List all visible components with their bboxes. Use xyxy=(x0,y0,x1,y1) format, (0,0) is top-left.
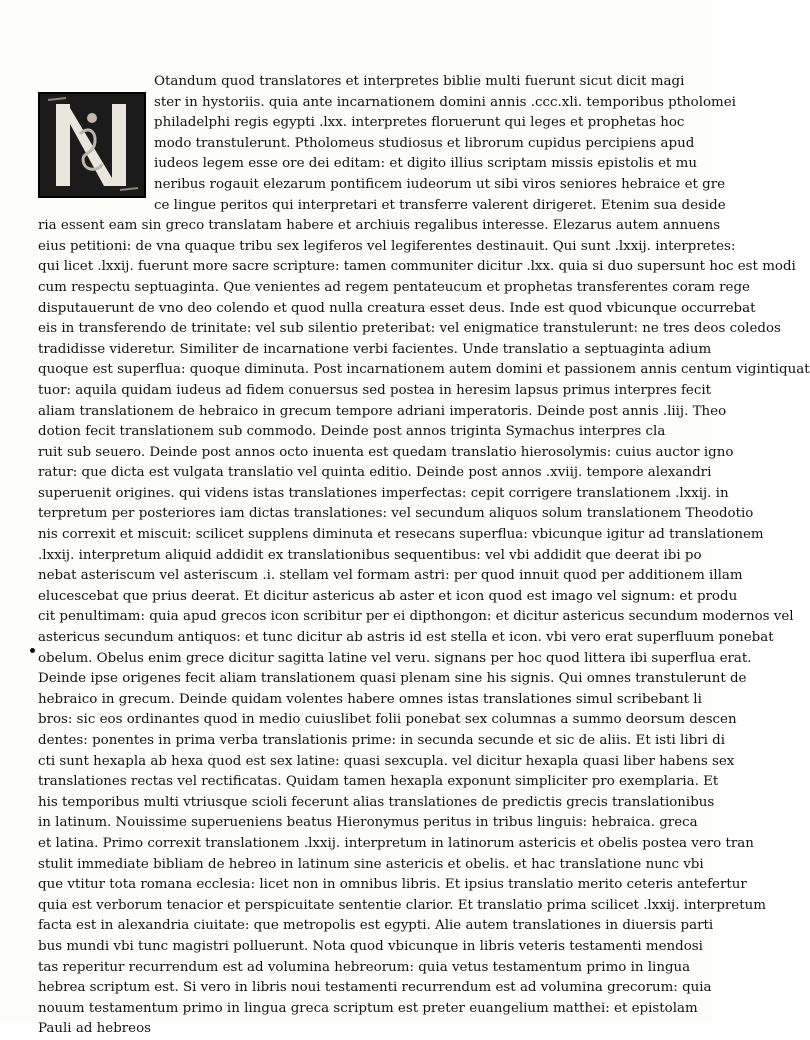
text-line: cum respectu septuaginta. Que venientes ad regem pentateucum et prophetas transferentes coram rege xyxy=(38,279,750,295)
text-line: dentes: ponentes in prima verba translationis prime: in secunda secunde et sic de aliis. Et isti libri di xyxy=(38,733,725,748)
text-line: obelum. Obelus enim grece dicitur sagitta latine vel veru. signans per hoc quod littera ibi superflua erat. xyxy=(38,650,752,666)
text-line: Pauli ad hebreos xyxy=(38,1021,152,1037)
text-line: cti sunt hexapla ab hexa quod est sex latine: quasi sexcupla. vel dicitur hexapla quasi liber habens sex xyxy=(38,753,735,769)
text-line: ce lingue peritos qui interpretari et transferre valerent dirigeret. Etenim sua deside xyxy=(154,197,726,213)
text-line: quia est verborum tenacior et perspicuitate sententie clarior. Et translatio prima scilicet .lxxij. interpretum xyxy=(38,897,766,913)
text-line: terpretum per posteriores iam dictas translationes: vel secundum aliquos solum translationem Theodotio xyxy=(38,506,754,522)
text-line: hebrea scriptum est. Si vero in libris noui testamenti recurrendum est ad volumina grecorum: quia xyxy=(38,980,712,996)
initial-letter-image xyxy=(40,94,144,196)
decorated-initial xyxy=(38,92,146,198)
margin-mark xyxy=(30,648,35,653)
text-line: ria essent eam sin greco translatam habere et archiuis regalibus interesse. Elezarus autem annuens xyxy=(38,218,721,234)
text-line: in latinum. Nouissime superueniens beatus Hieronymus peritus in tribus linguis: hebraica. greca xyxy=(38,815,698,831)
text-line: neribus rogauit elezarum pontificem iudeorum ut sibi viros seniores hebraice et gre xyxy=(154,176,726,192)
text-line: facta est in alexandria ciuitate: que metropolis est egypti. Alie autem translationes in diuersis parti xyxy=(38,918,714,934)
text-line: .lxxij. interpretum aliquid addidit ex translationibus sequentibus: vel vbi addidit que deerat ibi po xyxy=(38,547,702,563)
text-line: modo transtulerunt. Ptholomeus studiosus et librorum cupidus percipiens apud xyxy=(154,135,695,151)
text-line: astericus secundum antiquos: et tunc dicitur ab astris id est stella et icon. vbi vero erat superfluum ponebat xyxy=(38,630,774,646)
text-line: translationes rectas vel rectificatas. Quidam tamen hexapla exponunt simpliciter pro exemplaria. Et xyxy=(38,774,719,790)
text-line: hebraico in grecum. Deinde quidam volentes habere omnes istas translationes simul scribebant li xyxy=(38,691,702,707)
text-line: tas reperitur recurrendum est ad volumina hebreorum: quia vetus testamentum primo in lingua xyxy=(38,959,691,975)
text-line: que vtitur tota romana ecclesia: licet non in omnibus libris. Et ipsius translatio merito ceteris antefertur xyxy=(38,877,747,893)
text-line: stulit immediate bibliam de hebreo in latinum sine astericis et obelis. et hac translatione nunc vbi xyxy=(38,856,704,872)
text-line: disputauerunt de vno deo colendo et quod nulla creatura esset deus. Inde est quod vbicunque occurrebat xyxy=(38,300,756,316)
text-line: dotion fecit translationem sub commodo. Deinde post annos triginta Symachus interpres cla xyxy=(38,424,666,440)
text-line: aliam translationem de hebraico in grecum tempore adriani imperatoris. Deinde post annis .liij. Theo xyxy=(38,403,727,419)
text-line: eis in transferendo de trinitate: vel sub silentio preteribat: vel enigmatice transtulerunt: ne tres deos coledos xyxy=(38,321,781,337)
text-line: nouum testamentum primo in lingua greca scriptum est preter euangelium matthei: et epistolam xyxy=(38,1000,698,1016)
text-line: iudeos legem esse ore dei editam: et digito illius scriptam missis epistolis et mu xyxy=(154,156,697,172)
text-line: bros: sic eos ordinantes quod in medio cuiuslibet folii ponebat sex columnas a summo deorsum descen xyxy=(38,712,737,728)
text-line: cit penultimam: quia apud grecos icon scribitur per ei dipthongon: et dicitur astericus secundum modernos vel xyxy=(38,609,794,625)
text-line: qui licet .lxxij. fuerunt more sacre scripture: tamen communiter dicitur .lxx. quia si duo supersunt hoc est modi xyxy=(38,259,796,275)
text-block xyxy=(38,72,810,1040)
text-line: Otandum quod translatores et interpretes biblie multi fuerunt sicut dicit magi xyxy=(154,74,685,89)
text-line: ster in hystoriis. quia ante incarnationem domini annis .ccc.xli. temporibus ptholomei xyxy=(154,94,736,110)
text-line: et latina. Primo correxit translationem .lxxij. interpretum in latinorum astericis et obelis postea vero tran xyxy=(38,835,754,851)
text-line: bus mundi vbi tunc magistri polluerunt. Nota quod vbicunque in libris veteris testamenti mendosi xyxy=(38,938,703,954)
text-line: nebat asteriscum vel asteriscum .i. stellam vel formam astri: per quod innuit quod per additionem illam xyxy=(38,568,743,584)
text-line: ratur: que dicta est vulgata translatio vel quinta editio. Deinde post annos .xviij. tempore alexandri xyxy=(38,465,712,481)
text-line: nis correxit et miscuit: scilicet supplens diminuta et resecans superflua: vbicunque igitur ad translationem xyxy=(38,527,764,543)
text-line: eius petitioni: de vna quaque tribu sex legiferos vel legiferentes destinauit. Qui sunt .lxxij. interpretes: xyxy=(38,238,736,254)
text-line: elucescebat que prius deerat. Et dicitur astericus ab aster et icon quod est imago vel signum: et produ xyxy=(38,588,738,604)
text-line: tuor: aquila quidam iudeus ad fidem conuersus sed postea in heresim lapsus primus interpres fecit xyxy=(38,382,711,398)
text-line: philadelphi regis egypti .lxx. interpretes floruerunt qui leges et prophetas hoc xyxy=(154,115,685,131)
text-line: ruit sub seuero. Deinde post annos octo inuenta est quedam translatio hierosolymis: cuius auctor igno xyxy=(38,444,734,460)
text-line: his temporibus multi vtriusque scioli fecerunt alias translationes de predictis grecis translationibus xyxy=(38,794,715,810)
text-line: quoque est superflua: quoque diminuta. Post incarnationem autem domini et passionem annis centum vigintiquat xyxy=(38,362,810,378)
text-line: tradidisse videretur. Similiter de incarnatione verbi facientes. Unde translatio a septuaginta adium xyxy=(38,341,712,357)
text-line: superuenit origines. qui videns istas translationes imperfectas: cepit corrigere translationem .lxxij. in xyxy=(38,485,729,501)
text-line: Deinde ipse origenes fecit aliam translationem quasi plenam sine his signis. Qui omnes transtulerunt de xyxy=(38,671,747,687)
